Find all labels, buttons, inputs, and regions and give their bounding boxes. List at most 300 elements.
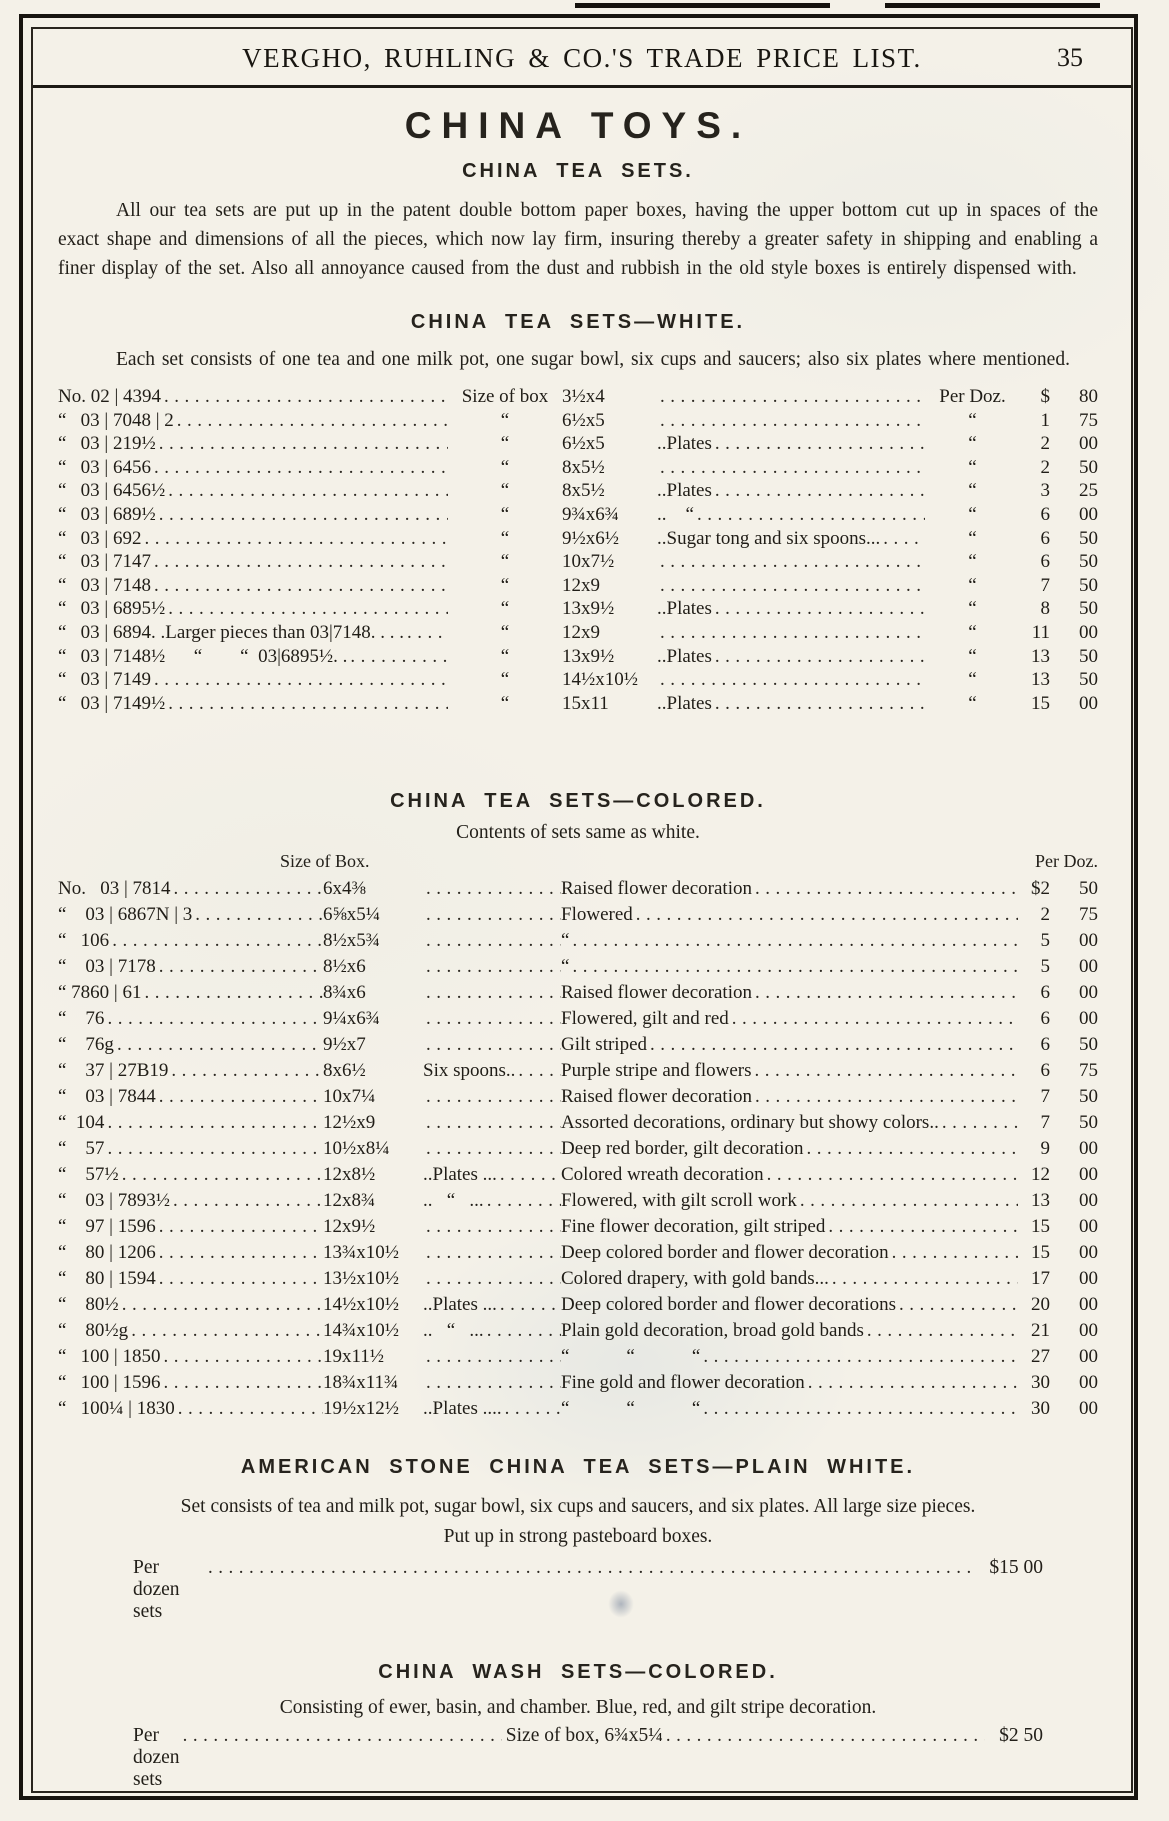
price-dollars: 17: [1031, 1268, 1050, 1290]
item-cell: [58, 1112, 323, 1134]
main-title: CHINA TOYS.: [404, 105, 752, 146]
description-cell: [561, 1086, 1018, 1108]
price-cents: 75: [1079, 904, 1098, 926]
leader-dots: [797, 1190, 1018, 1212]
box-size: 8x5½: [562, 456, 605, 478]
description-cell: [657, 410, 925, 432]
item-number: “ 03 | 7048 | 2: [58, 409, 174, 431]
item-description: “ “ “: [561, 1346, 701, 1368]
box-size: 3½x4: [562, 386, 605, 407]
table-row: [58, 480, 1098, 504]
leader-dots: [569, 956, 1018, 978]
price-cents: 00: [1079, 1008, 1098, 1030]
price-dollars: 8: [1040, 598, 1050, 620]
item-cell: [58, 669, 448, 691]
price-dollars: 30: [1031, 1372, 1050, 1394]
table-row: [58, 669, 1098, 693]
box-size: 12x9: [562, 574, 600, 596]
price-cents: 00: [1079, 930, 1098, 952]
price-value: $2 50: [999, 1725, 1043, 1747]
stone-description-line2: Put up in strong pasteboard boxes.: [443, 1526, 713, 1548]
leader-dots: [114, 1034, 323, 1056]
leader-dots: [423, 1034, 561, 1056]
leader-dots: [151, 457, 448, 479]
item-number: “ 03 | 7148½ “ “ 03|6895½. .: [58, 645, 348, 667]
leader-dots: [880, 528, 925, 550]
price-cents: 50: [1079, 1034, 1098, 1056]
table-row: [58, 1034, 1098, 1060]
item-cell: [58, 646, 448, 668]
per-doz-label: Per Doz.: [939, 386, 1006, 407]
item-description: ..Plates: [657, 598, 712, 620]
box-size: 13½x10½: [323, 1268, 399, 1290]
price-dollars: 2: [1040, 456, 1050, 478]
scan-artifact: [885, 3, 1100, 8]
price-cents: 00: [1079, 692, 1098, 714]
price-label: Per dozen sets: [133, 1557, 180, 1623]
leader-dots: [142, 528, 449, 550]
price-dollars: 6: [1040, 1008, 1050, 1030]
item-number: “ 37 | 27B19: [58, 1060, 169, 1082]
leader-dots: [657, 457, 925, 479]
description-cell: [561, 1008, 1018, 1030]
item-description: Deep colored border and flower decorations: [561, 1294, 896, 1316]
item-description: Deep red border, gilt decoration: [561, 1138, 804, 1160]
leader-dots: [205, 1557, 975, 1579]
item-number: “ 03 | 6895½: [58, 598, 166, 620]
description-cell: [657, 457, 925, 479]
price-cents: 80: [1079, 386, 1098, 407]
leader-dots: [156, 1086, 323, 1108]
stone-description-line1: Set consists of tea and milk pot, sugar bowl, six cups and saucers, and six plates. All large size pieces.: [180, 1496, 976, 1518]
leader-dots: [712, 480, 925, 502]
description-cell: [657, 504, 925, 526]
leader-dots: [712, 598, 925, 620]
item-number: No. 02 | 4394: [58, 386, 162, 407]
box-size: 12x8¾: [323, 1190, 376, 1212]
section-heading-tea-sets: CHINA TEA SETS.: [462, 160, 694, 182]
item-cell: [58, 1372, 323, 1394]
item-cell: [58, 528, 448, 550]
middle-note-cell: [423, 1112, 561, 1134]
middle-note-cell: [423, 1008, 561, 1030]
leader-dots: [165, 693, 448, 715]
page-title: VERGHO, RUHLING & CO.'S TRADE PRICE LIST.: [242, 43, 922, 73]
item-description: “: [561, 956, 570, 978]
section-heading-stone: AMERICAN STONE CHINA TEA SETS—PLAIN WHITE.: [240, 1456, 916, 1479]
price-cents: 00: [1079, 1268, 1098, 1290]
box-size: 19½x12½: [323, 1398, 399, 1420]
leader-dots: [700, 1346, 1018, 1368]
item-number: “ 80½: [58, 1294, 119, 1316]
middle-note-cell: [423, 982, 561, 1004]
item-description: Flowered: [561, 904, 633, 926]
leader-dots: [423, 1346, 561, 1368]
leader-dots: [729, 1008, 1018, 1030]
box-size: 9¼x6¾: [323, 1008, 380, 1030]
leader-dots: [569, 930, 1018, 952]
table-row: [58, 930, 1098, 956]
leader-dots: [657, 575, 925, 597]
item-cell: [58, 1398, 323, 1420]
leader-dots: [423, 1086, 561, 1108]
item-cell: [58, 982, 323, 1004]
item-cell: [58, 622, 448, 644]
item-description: .. “: [657, 503, 694, 525]
leader-dots: [423, 904, 561, 926]
leader-dots: [515, 1060, 561, 1082]
description-cell: [561, 1190, 1018, 1212]
item-description: ..Plates: [657, 692, 712, 714]
leader-dots: [497, 1294, 561, 1316]
item-number: “ 03 | 7893½: [58, 1190, 170, 1212]
middle-note-cell: [423, 1242, 561, 1264]
item-cell: [58, 1034, 323, 1056]
table-row: [58, 410, 1098, 434]
price-dollars: 2: [1040, 904, 1050, 926]
box-size: 8½x5¾: [323, 930, 380, 952]
description-cell: [657, 622, 925, 644]
price-dollars: 3: [1040, 480, 1050, 502]
price-cents: 50: [1079, 527, 1098, 549]
item-cell: [58, 598, 448, 620]
page-header: [33, 29, 1131, 88]
item-description: Fine flower decoration, gilt striped: [561, 1216, 826, 1238]
leader-dots: [104, 1008, 323, 1030]
leader-dots: [657, 410, 925, 432]
middle-note-cell: [423, 1164, 561, 1186]
leader-dots: [694, 504, 925, 526]
item-cell: [58, 1294, 323, 1316]
item-cell: [58, 433, 448, 455]
box-size: 14½x10½: [562, 669, 638, 691]
price-cents: 75: [1079, 409, 1098, 431]
leader-dots: [864, 1320, 1018, 1342]
leader-dots: [829, 1268, 1018, 1290]
table-row: [58, 1060, 1098, 1086]
leader-dots: [484, 1320, 561, 1342]
middle-note-cell: [423, 1060, 561, 1082]
colored-subtitle: Contents of sets same as white.: [456, 822, 700, 844]
size-of-box-label: “: [500, 669, 510, 691]
item-cell: [58, 930, 323, 952]
price-dollars: 13: [1031, 645, 1050, 667]
leader-dots: [752, 982, 1018, 1004]
leader-dots: [168, 1060, 323, 1082]
leader-dots: [423, 930, 561, 952]
size-of-box-label: “: [500, 574, 510, 596]
middle-note-cell: [423, 1216, 561, 1238]
price-dollars: $: [1040, 386, 1050, 407]
item-number: “ 104: [58, 1112, 105, 1134]
price-cents: 00: [1079, 1372, 1098, 1394]
item-cell: [58, 575, 448, 597]
box-size: 14¾x10½: [323, 1320, 399, 1342]
price-cents: 00: [1079, 1346, 1098, 1368]
price-dollars: 7: [1040, 1086, 1050, 1108]
size-of-box-label: “: [500, 621, 510, 643]
price-dollars: 5: [1040, 956, 1050, 978]
item-number: “ 7860 | 61: [58, 982, 142, 1004]
item-cell: [58, 1008, 323, 1030]
page-inner-border: [31, 27, 1133, 1793]
box-size: 12x9: [562, 621, 600, 643]
description-cell: [657, 480, 925, 502]
item-description: ..Plates: [657, 645, 712, 667]
item-cell: [58, 410, 448, 432]
price-dollars: 15: [1031, 692, 1050, 714]
middle-note: ..Plates ....: [423, 1398, 502, 1420]
price-cents: 75: [1079, 1060, 1098, 1082]
item-number: “ 03 | 692: [58, 527, 142, 549]
price-dollars: $2: [1031, 878, 1050, 900]
column-header-price: Per Doz.: [1035, 851, 1098, 872]
description-cell: [561, 1372, 1018, 1394]
section-heading-wash: CHINA WASH SETS—COLORED.: [378, 1661, 778, 1684]
table-row: [58, 528, 1098, 552]
table-row: [58, 598, 1098, 622]
item-description: Raised flower decoration: [561, 982, 752, 1004]
leader-dots: [156, 1242, 323, 1264]
middle-note-cell: [423, 1268, 561, 1290]
leader-dots: [142, 982, 324, 1004]
table-row: [58, 1242, 1098, 1268]
leader-dots: [104, 1112, 323, 1134]
wash-price-line: [133, 1725, 1043, 1791]
size-of-box-label: “: [500, 551, 510, 573]
item-cell: [58, 904, 323, 926]
price-cents: 50: [1079, 645, 1098, 667]
leader-dots: [347, 646, 448, 668]
middle-note-cell: [423, 1086, 561, 1108]
price-dollars: 7: [1040, 1112, 1050, 1134]
per-doz-label: “: [968, 551, 977, 573]
item-cell: [58, 1164, 323, 1186]
leader-dots: [423, 1008, 561, 1030]
item-number: “ 57½: [58, 1164, 119, 1186]
item-description: Deep colored border and flower decoration: [561, 1242, 889, 1264]
price-cents: 00: [1079, 1398, 1098, 1420]
price-dollars: 15: [1031, 1242, 1050, 1264]
leader-dots: [128, 1320, 323, 1342]
box-size: 19x11½: [323, 1346, 385, 1368]
item-number: “ 106: [58, 930, 110, 952]
box-size: 6½x5: [562, 433, 605, 455]
leader-dots: [156, 1268, 323, 1290]
white-intro-paragraph: Each set consists of one tea and one milk pot, one sugar bowl, six cups and saucers; also six plates where mentioned.: [116, 349, 1070, 370]
description-cell: [657, 669, 925, 691]
box-size: 8x6½: [323, 1060, 366, 1082]
leader-dots: [423, 1138, 561, 1160]
price-cents: 00: [1079, 1190, 1098, 1212]
leader-dots: [119, 1164, 323, 1186]
leader-dots: [423, 1112, 561, 1134]
description-cell: [561, 1242, 1018, 1264]
item-cell: [58, 1216, 323, 1238]
stone-price-line: [133, 1557, 1043, 1623]
box-size: 6⅝x5¼: [323, 904, 380, 926]
leader-dots: [805, 1372, 1018, 1394]
per-doz-label: “: [968, 692, 977, 714]
item-number: “ 80½g: [58, 1320, 129, 1342]
leader-dots: [751, 1060, 1018, 1082]
box-size: 12½x9: [323, 1112, 376, 1134]
price-dollars: 27: [1031, 1346, 1050, 1368]
wash-box-size-note: Size of box, 6¾x5¼: [505, 1725, 663, 1747]
per-doz-label: “: [968, 527, 977, 549]
item-number: “ 100 | 1596: [58, 1372, 161, 1394]
table-row: [58, 1372, 1098, 1398]
item-cell: [58, 551, 448, 573]
box-size: 8¾x6: [323, 982, 366, 1004]
item-number: “ 80 | 1206: [58, 1242, 156, 1264]
item-description: “ “ “: [561, 1398, 701, 1420]
price-cents: 00: [1079, 956, 1098, 978]
size-of-box-label: “: [500, 645, 510, 667]
leader-dots: [423, 1242, 561, 1264]
table-row: [58, 1138, 1098, 1164]
item-cell: [58, 693, 448, 715]
price-cents: 00: [1079, 621, 1098, 643]
description-cell: [561, 878, 1018, 900]
leader-dots: [156, 433, 448, 455]
box-size: 10½x8¼: [323, 1138, 390, 1160]
leader-dots: [423, 982, 561, 1004]
table-row: [58, 551, 1098, 575]
item-description: ..Plates: [657, 433, 712, 455]
item-description: Raised flower decoration: [561, 1086, 752, 1108]
price-cents: 50: [1079, 1112, 1098, 1134]
box-size: 12x9½: [323, 1216, 376, 1238]
box-size: 6½x5: [562, 409, 605, 431]
item-description: Gilt striped: [561, 1034, 648, 1056]
leader-dots: [803, 1138, 1018, 1160]
item-number: “ 03 | 7149½: [58, 692, 166, 714]
item-number: “ 03 | 7148: [58, 574, 151, 596]
leader-dots: [109, 930, 323, 952]
size-of-box-label: “: [500, 433, 510, 455]
leader-dots: [889, 1242, 1018, 1264]
item-number: “ 03 | 6867N | 3: [58, 904, 193, 926]
price-cents: 50: [1079, 598, 1098, 620]
price-dollars: 6: [1040, 982, 1050, 1004]
leader-dots: [165, 480, 448, 502]
middle-note-cell: [423, 904, 561, 926]
item-cell: [58, 1242, 323, 1264]
size-of-box-label: “: [500, 527, 510, 549]
description-cell: [657, 551, 925, 573]
leader-dots: [104, 1138, 323, 1160]
section-heading-colored: CHINA TEA SETS—COLORED.: [390, 790, 766, 813]
item-description: Raised flower decoration: [561, 878, 752, 900]
price-dollars: 5: [1040, 930, 1050, 952]
leader-dots: [712, 693, 925, 715]
table-row: [58, 1346, 1098, 1372]
middle-note-cell: [423, 1372, 561, 1394]
leader-dots: [192, 904, 323, 926]
description-cell: [561, 1112, 1018, 1134]
description-cell: [561, 1346, 1018, 1368]
middle-note-cell: [423, 1398, 561, 1420]
price-dollars: 6: [1040, 1034, 1050, 1056]
middle-note-cell: [423, 930, 561, 952]
price-cents: 50: [1079, 1086, 1098, 1108]
price-cents: 00: [1079, 1320, 1098, 1342]
middle-note-cell: [423, 956, 561, 978]
price-cents: 50: [1079, 669, 1098, 691]
leader-dots: [752, 1086, 1018, 1108]
section-heading-white: CHINA TEA SETS—WHITE.: [410, 311, 746, 333]
wash-description-line: Consisting of ewer, basin, and chamber. Blue, red, and gilt stripe decoration.: [279, 1697, 877, 1719]
leader-dots: [119, 1294, 323, 1316]
leader-dots: [151, 575, 448, 597]
per-doz-label: “: [968, 433, 977, 455]
description-cell: [657, 528, 925, 550]
price-dollars: 12: [1031, 1164, 1050, 1186]
price-dollars: 6: [1040, 527, 1050, 549]
leader-dots: [825, 1216, 1018, 1238]
table-row: [58, 386, 1098, 410]
page-number: 35: [1057, 43, 1083, 72]
box-size: 6x4⅜: [323, 878, 366, 900]
item-number: “ 57: [58, 1138, 105, 1160]
box-size: 14½x10½: [323, 1294, 399, 1316]
per-doz-label: “: [968, 621, 977, 643]
price-dollars: 6: [1040, 503, 1050, 525]
leader-dots: [161, 1346, 324, 1368]
price-dollars: 7: [1040, 574, 1050, 596]
leader-dots: [404, 622, 448, 644]
column-header-size: Size of Box.: [280, 851, 370, 872]
item-description: Purple stripe and flowers: [561, 1060, 752, 1082]
item-cell: [58, 1086, 323, 1108]
description-cell: [657, 598, 925, 620]
table-row: [58, 1190, 1098, 1216]
leader-dots: [156, 504, 448, 526]
item-number: “ 03 | 6456½: [58, 480, 166, 502]
item-cell: [58, 457, 448, 479]
box-size: 8x5½: [562, 480, 605, 502]
item-cell: [58, 480, 448, 502]
item-number: “ 03 | 7147: [58, 551, 151, 573]
table-row: [58, 504, 1098, 528]
price-dollars: 13: [1031, 1190, 1050, 1212]
leader-dots: [174, 410, 448, 432]
leader-dots: [484, 1190, 561, 1212]
tea-sets-intro-paragraph: All our tea sets are put up in the patent double bottom paper boxes, having the upper bottom cut up in spaces of the exact shape and dimensions of all the pieces, which now lay firm, insuring thereby a greater safety in shipping and enabling a finer display of the set. Also all annoyance caused from the dust and rubbish in the old style boxes is entirely dispensed with.: [58, 200, 1098, 279]
price-dollars: 20: [1031, 1294, 1050, 1316]
description-cell: [561, 1320, 1018, 1342]
box-size: 9½x7: [323, 1034, 366, 1056]
item-cell: [58, 878, 323, 900]
per-doz-label: “: [968, 503, 977, 525]
item-number: “ 03 | 7149: [58, 669, 151, 691]
table-row: [58, 904, 1098, 930]
item-description: Plain gold decoration, broad gold bands: [561, 1320, 864, 1342]
leader-dots: [161, 386, 448, 408]
description-cell: [561, 1138, 1018, 1160]
per-doz-label: “: [968, 574, 977, 596]
table-row: [58, 622, 1098, 646]
price-dollars: 30: [1031, 1398, 1050, 1420]
item-cell: [58, 1346, 323, 1368]
size-of-box-label: “: [500, 480, 510, 502]
leader-dots: [712, 646, 925, 668]
per-doz-label: “: [968, 480, 977, 502]
price-cents: 50: [1079, 878, 1098, 900]
price-dollars: 2: [1040, 433, 1050, 455]
price-cents: 50: [1079, 456, 1098, 478]
